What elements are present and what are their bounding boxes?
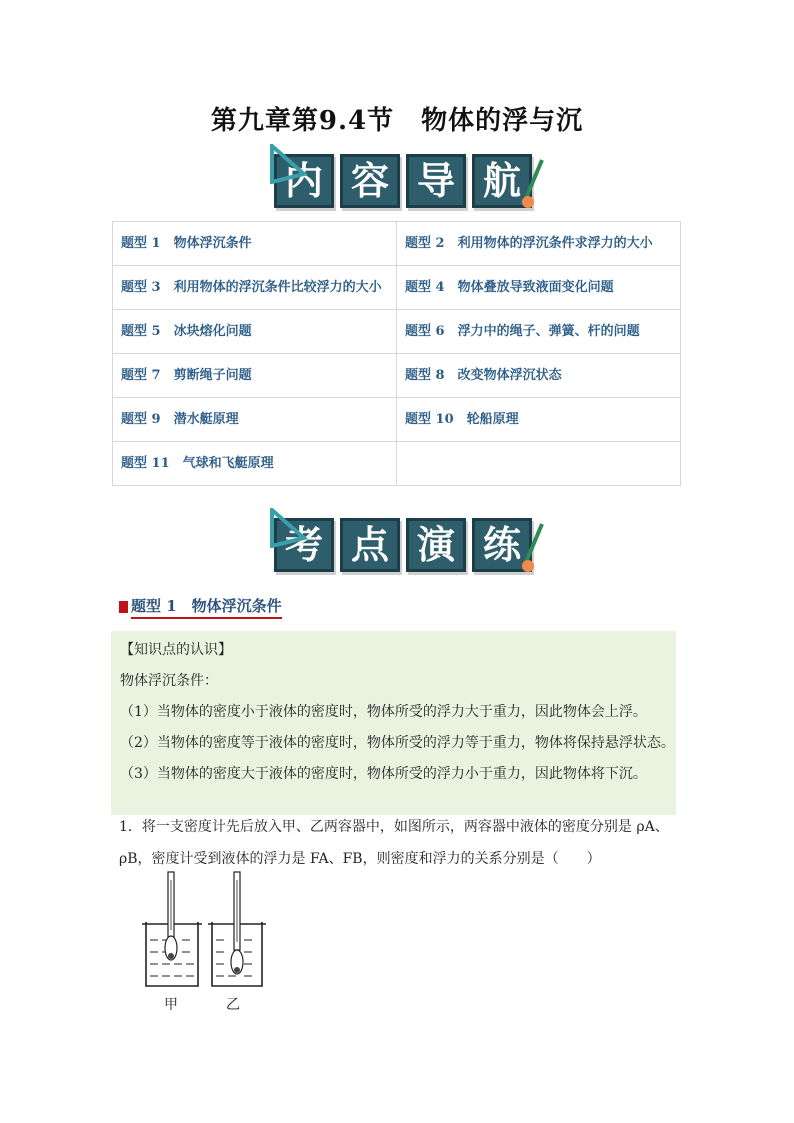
banner-char: 导: [406, 154, 466, 208]
pencil-icon: [520, 158, 546, 210]
nav-item[interactable]: 题型 11 气球和飞艇原理: [113, 442, 397, 486]
banner-char: 考: [274, 518, 334, 572]
knowledge-item: （3）当物体的密度大于液体的密度时，物体所受的浮力小于重力，因此物体将下沉。: [120, 766, 647, 782]
table-row: [113, 354, 681, 398]
triangle-decoration-icon: [268, 144, 308, 184]
banner-char: 航: [472, 154, 532, 208]
figure-label-a: 甲: [164, 997, 178, 1013]
beakers-figure: [138, 870, 268, 990]
banner-char: 内: [274, 154, 334, 208]
beaker-a: [142, 872, 202, 986]
pencil-icon: [520, 522, 546, 574]
knowledge-box: [111, 631, 676, 815]
beaker-b: [208, 872, 266, 986]
practice-banner: [274, 518, 538, 580]
table-row: [113, 266, 681, 310]
question-line: ρB，密度计受到液体的浮力是 FA、FB，则密度和浮力的关系分别是（ ）: [119, 851, 601, 867]
nav-item[interactable]: 题型 9 潜水艇原理: [113, 398, 397, 442]
table-row: [113, 442, 681, 486]
nav-item[interactable]: 题型 3 利用物体的浮沉条件比较浮力的大小: [113, 266, 397, 310]
content-navigation-banner: [274, 154, 538, 216]
page-title: 第九章第9.4节 物体的浮与沉: [210, 106, 584, 136]
knowledge-intro: 物体浮沉条件：: [120, 673, 218, 689]
nav-item[interactable]: 题型 6 浮力中的绳子、弹簧、杆的问题: [397, 310, 681, 354]
nav-item[interactable]: 题型 5 冰块熔化问题: [113, 310, 397, 354]
knowledge-item: （2）当物体的密度等于液体的密度时，物体所受的浮力等于重力，物体将保持悬浮状态。: [120, 735, 675, 751]
navigation-table: [112, 221, 681, 486]
question-line: 1．将一支密度计先后放入甲、乙两容器中，如图所示，两容器中液体的密度分别是 ρA、: [119, 819, 669, 835]
nav-item[interactable]: 题型 7 剪断绳子问题: [113, 354, 397, 398]
table-row: [113, 310, 681, 354]
nav-item[interactable]: 题型 8 改变物体浮沉状态: [397, 354, 681, 398]
nav-item[interactable]: 题型 4 物体叠放导致液面变化问题: [397, 266, 681, 310]
knowledge-item: （1）当物体的密度小于液体的密度时，物体所受的浮力大于重力，因此物体会上浮。: [120, 704, 647, 720]
banner-char: 练: [472, 518, 532, 572]
section-heading: [119, 595, 282, 619]
nav-item[interactable]: 题型 2 利用物体的浮沉条件求浮力的大小: [397, 222, 681, 266]
knowledge-header: 【知识点的认识】: [120, 642, 232, 658]
banner-char: 容: [340, 154, 400, 208]
triangle-decoration-icon: [268, 508, 308, 548]
nav-item-empty: [397, 442, 681, 486]
nav-item[interactable]: 题型 1 物体浮沉条件: [113, 222, 397, 266]
table-row: [113, 222, 681, 266]
table-row: [113, 398, 681, 442]
banner-char: 演: [406, 518, 466, 572]
section-heading-text: 题型 1 物体浮沉条件: [131, 595, 282, 619]
banner-char: 点: [340, 518, 400, 572]
red-square-icon: [119, 601, 128, 613]
figure-label-b: 乙: [226, 997, 240, 1013]
nav-item[interactable]: 题型 10 轮船原理: [397, 398, 681, 442]
